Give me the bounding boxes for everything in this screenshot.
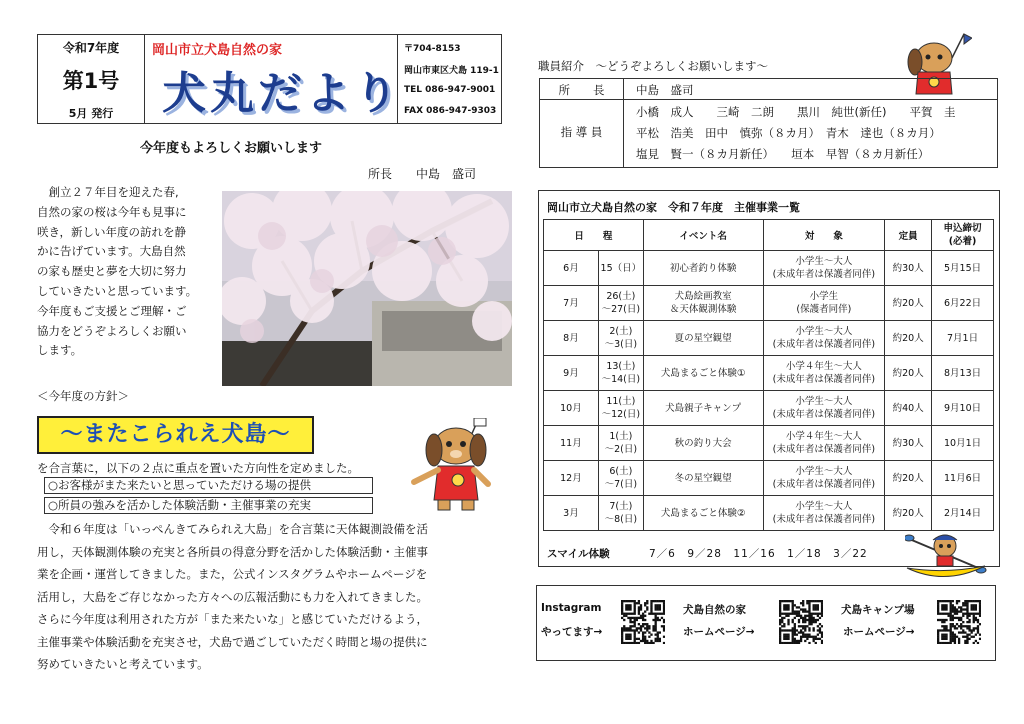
header-target: 対 象 bbox=[763, 220, 885, 251]
fax: FAX 086-947-9303 bbox=[404, 106, 497, 116]
row-target: 小学生～大人 (未成年者は保護者同伴) bbox=[763, 321, 885, 356]
row-month: 11月 bbox=[544, 426, 599, 461]
row-event: 初心者釣り体験 bbox=[643, 251, 763, 286]
intro-line: の家も歴史と夢を大切に努力 bbox=[37, 264, 187, 279]
mascot-dog-pointing-icon bbox=[408, 418, 504, 513]
event-schedule bbox=[538, 190, 1000, 567]
instructor-line: 小橋 成人 三崎 二朗 黒川 純世(新任) 平賀 圭 bbox=[636, 105, 956, 119]
row-event: 秋の釣り大会 bbox=[643, 426, 763, 461]
row-target: 小学生～大人 (未成年者は保護者同伴) bbox=[763, 391, 885, 426]
row-event: 夏の星空観望 bbox=[643, 321, 763, 356]
row-month: 10月 bbox=[544, 391, 599, 426]
body-line: 努めていきたいと考えています。 bbox=[37, 657, 209, 671]
telephone: TEL 086-947-9001 bbox=[404, 85, 496, 95]
row-event: 犬島まるごと体験① bbox=[643, 356, 763, 391]
intro-line: します。 bbox=[37, 343, 83, 358]
row-capacity: 約40人 bbox=[885, 391, 932, 426]
row-target: 小学生～大人 (未成年者は保護者同伴) bbox=[763, 496, 885, 531]
greeting-author: 所長 中島 盛司 bbox=[368, 167, 477, 181]
intro-line: 咲き，新しい年度の訪れを静 bbox=[37, 224, 187, 239]
intro-line: 協力をどうぞよろしくお願い bbox=[37, 323, 187, 338]
body-line: 活用し，大島をご存じなかった方々への広報活動にも力を入れてきました。 bbox=[37, 589, 428, 604]
qr-code-homepage-icon[interactable] bbox=[779, 600, 823, 644]
body-line: 用し，天体観測体験の充実と各所員の得意分野を活かした体験活動・主催事 bbox=[37, 544, 428, 559]
row-date: 15（日） bbox=[598, 251, 643, 286]
smile-dates: 7／6 9／28 11／16 1／18 3／22 bbox=[649, 548, 868, 560]
row-deadline: 8月13日 bbox=[932, 356, 994, 391]
row-capacity: 約20人 bbox=[885, 461, 932, 496]
row-event: 犬島まるごと体験② bbox=[643, 496, 763, 531]
schedule-row bbox=[544, 356, 994, 391]
masthead bbox=[37, 34, 502, 124]
row-date: 7(土) ～8(日) bbox=[598, 496, 643, 531]
schedule-row bbox=[544, 496, 994, 531]
instagram-arrow-label: やってます→ bbox=[541, 626, 603, 638]
fiscal-year: 令和7年度 bbox=[62, 41, 120, 55]
header-deadline: 申込締切 (必着) bbox=[932, 220, 994, 251]
slogan-banner: ～またこられえ犬島～ bbox=[37, 416, 314, 454]
policy-point: ○お客様がまた来たいと思っていただける場の提供 bbox=[44, 477, 373, 494]
director-name: 中島 盛司 bbox=[636, 83, 694, 97]
staff-table bbox=[539, 78, 998, 168]
mascot-dog-kayak-icon bbox=[905, 530, 987, 585]
intro-line: していきたいと思っています。 bbox=[37, 283, 198, 298]
instructor-line: 塩見 賢一（８カ月新任） 垣本 早智（８カ月新任） bbox=[636, 147, 930, 161]
campsite-label: 犬島キャンプ場 bbox=[841, 604, 915, 616]
row-capacity: 約30人 bbox=[885, 251, 932, 286]
issue-month: 5月 発行 bbox=[68, 107, 114, 120]
intro-line: 今年度もご支援とご理解・ご bbox=[37, 303, 187, 318]
row-capacity: 約20人 bbox=[885, 286, 932, 321]
row-month: 7月 bbox=[544, 286, 599, 321]
row-date: 1(土) ～2(日) bbox=[598, 426, 643, 461]
policy-intro: を合言葉に，以下の２点に重点を置いた方向性を定めました。 bbox=[37, 461, 359, 475]
row-target: 小学４年生～大人 (未成年者は保護者同伴) bbox=[763, 356, 885, 391]
postal-code: 〒704-8153 bbox=[404, 44, 461, 54]
row-month: 6月 bbox=[544, 251, 599, 286]
schedule-row bbox=[544, 391, 994, 426]
policy-point: ○所員の強みを活かした体験活動・主催事業の充実 bbox=[44, 497, 373, 514]
row-capacity: 約20人 bbox=[885, 356, 932, 391]
intro-line: 創立２７年目を迎えた春, bbox=[37, 185, 179, 199]
homepage-arrow-label: ホームページ→ bbox=[683, 626, 755, 638]
schedule-row bbox=[544, 461, 994, 496]
row-deadline: 7月1日 bbox=[932, 321, 994, 356]
schedule-header-row bbox=[544, 220, 994, 251]
schedule-row bbox=[544, 286, 994, 321]
staff-heading: 職員紹介 ～どうぞよろしくお願いします～ bbox=[538, 59, 768, 73]
row-month: 8月 bbox=[544, 321, 599, 356]
intro-paragraph bbox=[37, 183, 215, 361]
body-line: 令和６年度は「いっぺんきてみられえ大島」を合言葉に天体観測設備を活 bbox=[37, 522, 428, 536]
row-deadline: 9月10日 bbox=[932, 391, 994, 426]
row-month: 3月 bbox=[544, 496, 599, 531]
campsite-arrow-label: ホームページ→ bbox=[843, 626, 915, 638]
row-event: 犬島絵画教室 ＆天体観測体験 bbox=[643, 286, 763, 321]
policy-body bbox=[37, 518, 507, 676]
row-deadline: 10月1日 bbox=[932, 426, 994, 461]
row-deadline: 11月6日 bbox=[932, 461, 994, 496]
address: 岡山市東区犬島 119-1 bbox=[404, 66, 499, 76]
row-deadline: 2月14日 bbox=[932, 496, 994, 531]
row-target: 小学生～大人 (未成年者は保護者同伴) bbox=[763, 461, 885, 496]
row-date: 6(土) ～7(日) bbox=[598, 461, 643, 496]
intro-line: かに告げています。大島自然 bbox=[37, 244, 186, 259]
schedule-table bbox=[543, 219, 994, 531]
newsletter-title: 犬丸だより bbox=[162, 68, 402, 119]
row-capacity: 約20人 bbox=[885, 321, 932, 356]
intro-line: 自然の家の桜は今年も見事に bbox=[37, 204, 187, 219]
row-date: 11(土) ～12(日) bbox=[598, 391, 643, 426]
header-capacity: 定員 bbox=[885, 220, 932, 251]
row-date: 26(土) ～27(日) bbox=[598, 286, 643, 321]
row-month: 9月 bbox=[544, 356, 599, 391]
row-target: 小学生 (保護者同伴) bbox=[763, 286, 885, 321]
body-line: 業を企画・運営してきました。また，公式インスタグラムやホームページを bbox=[37, 567, 428, 581]
organization-name: 岡山市立犬島自然の家 bbox=[152, 43, 283, 58]
body-line: 主催事業や体験活動を充実させ，犬島で過ごしていただく時間と場の提供に bbox=[37, 634, 428, 649]
row-event: 犬島親子キャンプ bbox=[643, 391, 763, 426]
greeting-title: 今年度もよろしくお願いします bbox=[140, 141, 323, 156]
schedule-row bbox=[544, 426, 994, 461]
row-date: 2(土) ～3(日) bbox=[598, 321, 643, 356]
cherry-blossom-photo bbox=[222, 191, 512, 386]
instructor-line: 平松 浩美 田中 慎弥（８カ月） 青木 達也（８カ月） bbox=[636, 126, 941, 140]
qr-code-instagram-icon[interactable] bbox=[621, 600, 665, 644]
row-target: 小学４年生～大人 (未成年者は保護者同伴) bbox=[763, 426, 885, 461]
qr-code-campsite-icon[interactable] bbox=[937, 600, 981, 644]
contact-box bbox=[397, 35, 502, 123]
schedule-title: 岡山市立犬島自然の家 令和７年度 主催事業一覧 bbox=[547, 201, 800, 214]
instagram-label: Instagram bbox=[541, 602, 602, 614]
smile-label: スマイル体験 bbox=[547, 548, 610, 560]
issue-number: 第1号 bbox=[62, 69, 120, 93]
row-event: 冬の星空観望 bbox=[643, 461, 763, 496]
row-capacity: 約20人 bbox=[885, 496, 932, 531]
policy-label: ＜今年度の方針＞ bbox=[37, 389, 129, 403]
director-label: 所 長 bbox=[558, 83, 605, 97]
row-capacity: 約30人 bbox=[885, 426, 932, 461]
row-date: 13(土) ～14(日) bbox=[598, 356, 643, 391]
issue-box bbox=[38, 35, 145, 123]
instructors-label: 指 導 員 bbox=[560, 125, 603, 139]
homepage-label: 犬島自然の家 bbox=[683, 604, 746, 616]
schedule-row bbox=[544, 251, 994, 286]
header-schedule: 日 程 bbox=[544, 220, 644, 251]
row-deadline: 6月22日 bbox=[932, 286, 994, 321]
row-target: 小学生～大人 (未成年者は保護者同伴) bbox=[763, 251, 885, 286]
body-line: さらに今年度は利用された方が「また来たいな」と感じていただけるよう， bbox=[37, 612, 428, 626]
links-box bbox=[536, 585, 996, 661]
schedule-row bbox=[544, 321, 994, 356]
row-month: 12月 bbox=[544, 461, 599, 496]
header-event: イベント名 bbox=[643, 220, 763, 251]
row-deadline: 5月15日 bbox=[932, 251, 994, 286]
